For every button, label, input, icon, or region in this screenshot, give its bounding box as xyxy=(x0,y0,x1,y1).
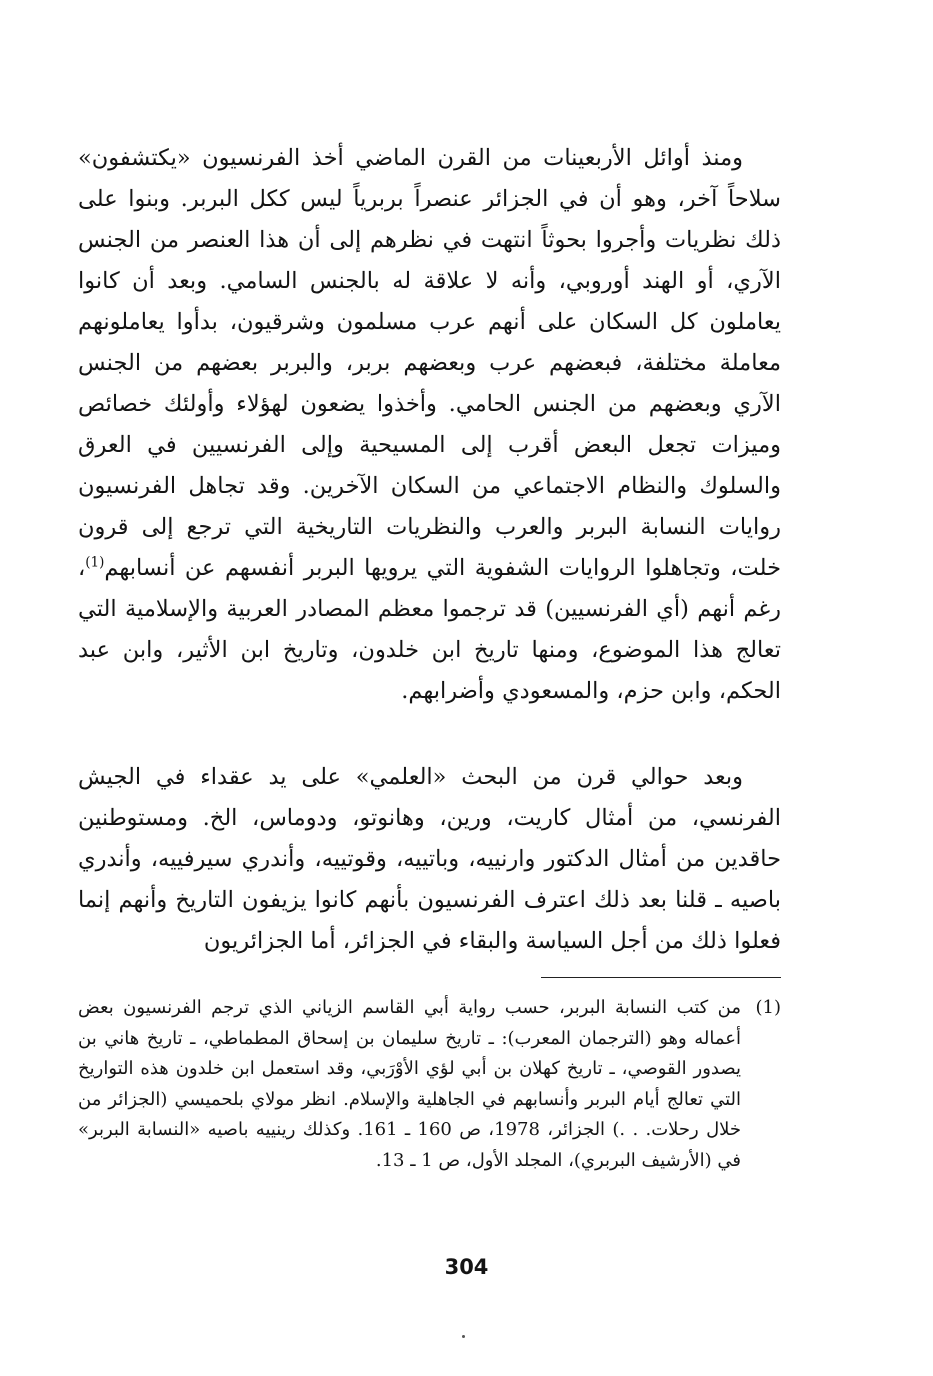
paragraph-2-text: وبعد حوالي قرن من البحث «العلمي» على يد عقداء في الجيش الفرنسي، من أمثال كاريت، ورين، وهانوتو، ودوماس، الخ. ومستوطنين حاقدين من أمثال الدكتور وارنييه، وباتييه، وقوتييه، وأندري سيرفييه، وأندري باصيه ـ قلنا بعد ذلك اعترف الفرنسيون بأنهم كانوا يزيفون التاريخ وأنهم إنما فعلوا ذلك من أجل السياسة والبقاء في الجزائر، أما الجزائريون xyxy=(78,764,781,954)
paragraph-1-text-continued: ، رغم أنهم (أي الفرنسيين) قد ترجموا معظم المصادر العربية والإسلامية التي تعالج هذا الموضوع، ومنها تاريخ ابن خلدون، وتاريخ ابن الأثير، وابن عبد الحكم، وابن حزم، والمسعودي وأضرابهم. xyxy=(78,555,781,704)
scan-speck xyxy=(462,1335,465,1338)
footnote xyxy=(78,993,781,1176)
footnote-marker: (1) xyxy=(755,997,781,1018)
footnote-text: من كتب النسابة البربر، حسب رواية أبي القاسم الزياني الذي ترجم الفرنسيون بعض أعماله وهو (الترجمان المعرب): ـ تاريخ سليمان بن إسحاق المطماطي، ـ تاريخ هاني بن يصدور القوصي، ـ تاريخ كهلان بن أبي لؤي الأوْرَبي، وقد استعمل ابن خلدون هذه التواريخ التي تعالج أيام البربر وأنسابهم في الجاهلية والإسلام. انظر مولاي بلحميسي (الجزائر من خلال رحلات. . .) الجزائر، 1978، ص 160 ـ 161. وكذلك رينييه باصيه «النسابة البربر» في (الأرشيف البربري)، المجلد الأول، ص 1 ـ 13. xyxy=(78,997,742,1171)
footnote-separator xyxy=(541,977,781,978)
body-paragraph-2 xyxy=(78,757,781,962)
footnote-reference: (1) xyxy=(85,554,105,571)
paragraph-1-text: ومنذ أوائل الأربعينات من القرن الماضي أخذ الفرنسيون «يكتشفون» سلاحاً آخر، وهو أن في الجزائر عنصراً بربرياً ليس ككل البربر. وبنوا على ذلك نظريات وأجروا بحوثاً انتهت في نظرهم إلى أن هذا العنصر من الجنس الآري، أو الهند أوروبي، وأنه لا علاقة له بالجنس السامي. وبعد أن كانوا يعاملون كل السكان على أنهم عرب مسلمون وشرقيون، بدأوا يعاملونهم معاملة مختلفة، فبعضهم عرب وبعضهم بربر، والبربر بعضهم من الجنس الآري وبعضهم من الجنس الحامي. وأخذوا يضعون لهؤلاء وأولئك خصائص وميزات تجعل البعض أقرب إلى المسيحية وإلى الفرنسيين في العرق والسلوك والنظام الاجتماعي من السكان الآخرين. وقد تجاهل الفرنسيون روايات النسابة البربر والعرب والنظريات التاريخية التي ترجع إلى قرون خلت، وتجاهلوا الروايات الشفوية التي يرويها البربر أنفسهم عن أنسابهم xyxy=(78,145,781,581)
page-number: 304 xyxy=(444,1255,489,1279)
body-paragraph-1 xyxy=(78,138,781,712)
